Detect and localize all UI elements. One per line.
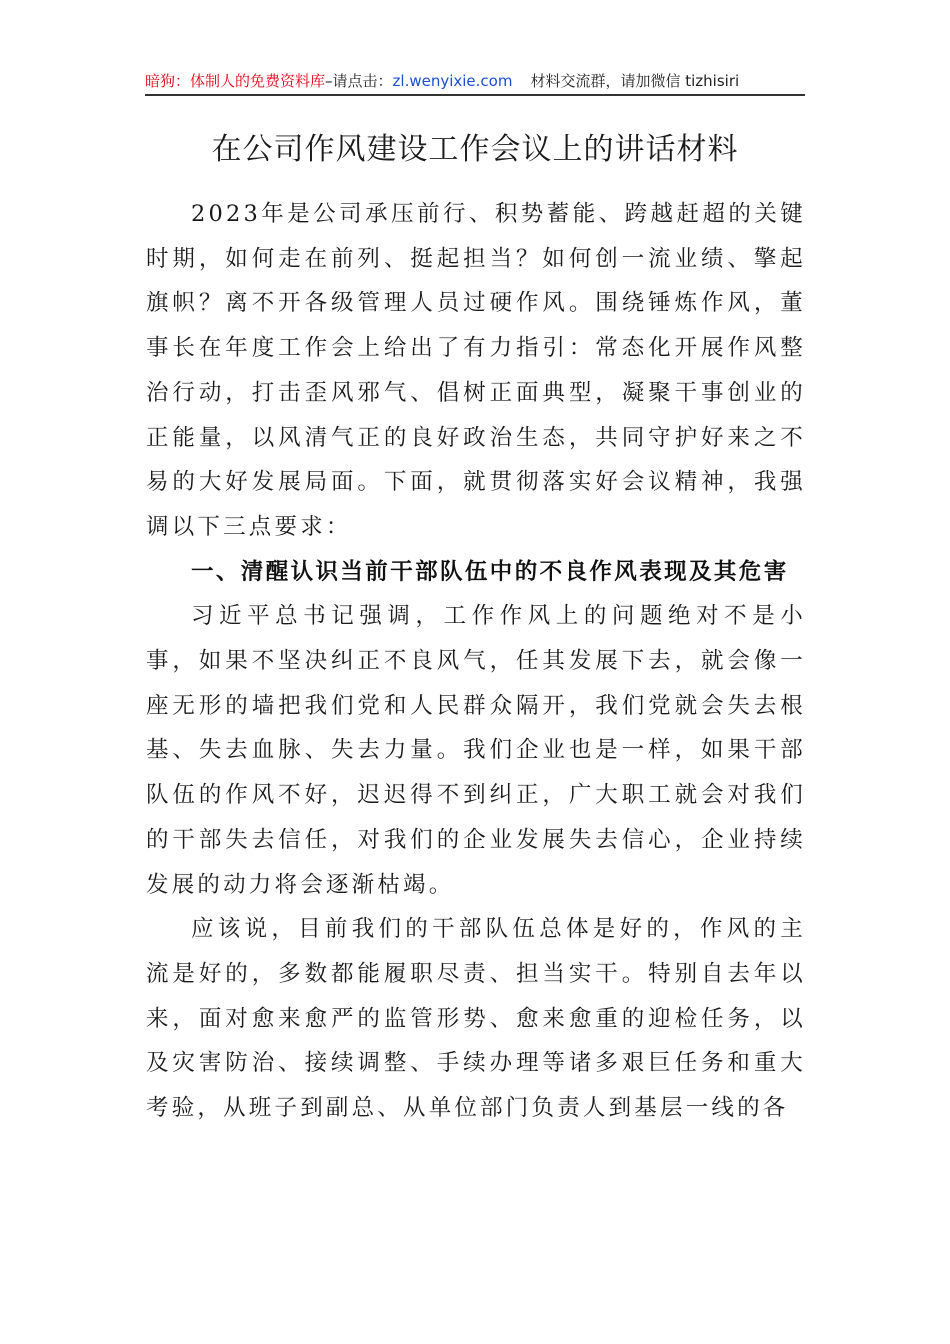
document-body (146, 192, 806, 1131)
header-group-note: 材料交流群，请加微信 tizhisiri (530, 72, 740, 90)
page-header-banner (145, 68, 805, 96)
document-title: 在公司作风建设工作会议上的讲话材料 (211, 132, 739, 167)
section-1-heading: 一、清醒认识当前干部队伍中的不良作风表现及其危害 (191, 558, 789, 585)
section-1-paragraph-1: 习近平总书记强调，工作作风上的问题绝对不是小事，如果不坚决纠正不良风气，任其发展下去，就会像一座无形的墙把我们党和人民群众隔开，我们党就会失去根基、失去血脉、失去力量。我们企业也是一样，如果干部队伍的作风不好，迟迟得不到纠正，广大职工就会对我们的干部失去信任，对我们的企业发展失去信心，企业持续发展的动力将会逐渐枯竭。 (146, 603, 806, 898)
section-1-paragraph-2: 应该说，目前我们的干部队伍总体是好的，作风的主流是好的，多数都能履职尽责、担当实干。特别自去年以来，面对愈来愈严的监管形势、愈来愈重的迎检任务，以及灾害防治、接续调整、手续办理等诸多艰巨任务和重大考验，从班子到副总、从单位部门负责人到基层一线的各 (146, 916, 806, 1122)
header-site-name: 暗狗：体制人的免费资料库 (145, 72, 326, 90)
header-site-link[interactable]: zl.wenyixie.com (392, 72, 513, 90)
intro-paragraph: 2023年是公司承压前行、积势蓄能、跨越赶超的关键时期，如何走在前列、挺起担当？如何创一流业绩、擎起旗帜？离不开各级管理人员过硬作风。围绕锤炼作风，董事长在年度工作会上给出了有力指引：常态化开展作风整治行动，打击歪风邪气、倡树正面典型，凝聚干事创业的正能量，以风清气正的良好政治生态，共同守护好来之不易的大好发展局面。下面，就贯彻落实好会议精神，我强调以下三点要求： (146, 201, 806, 540)
header-click-prompt: –请点击： (325, 72, 393, 90)
